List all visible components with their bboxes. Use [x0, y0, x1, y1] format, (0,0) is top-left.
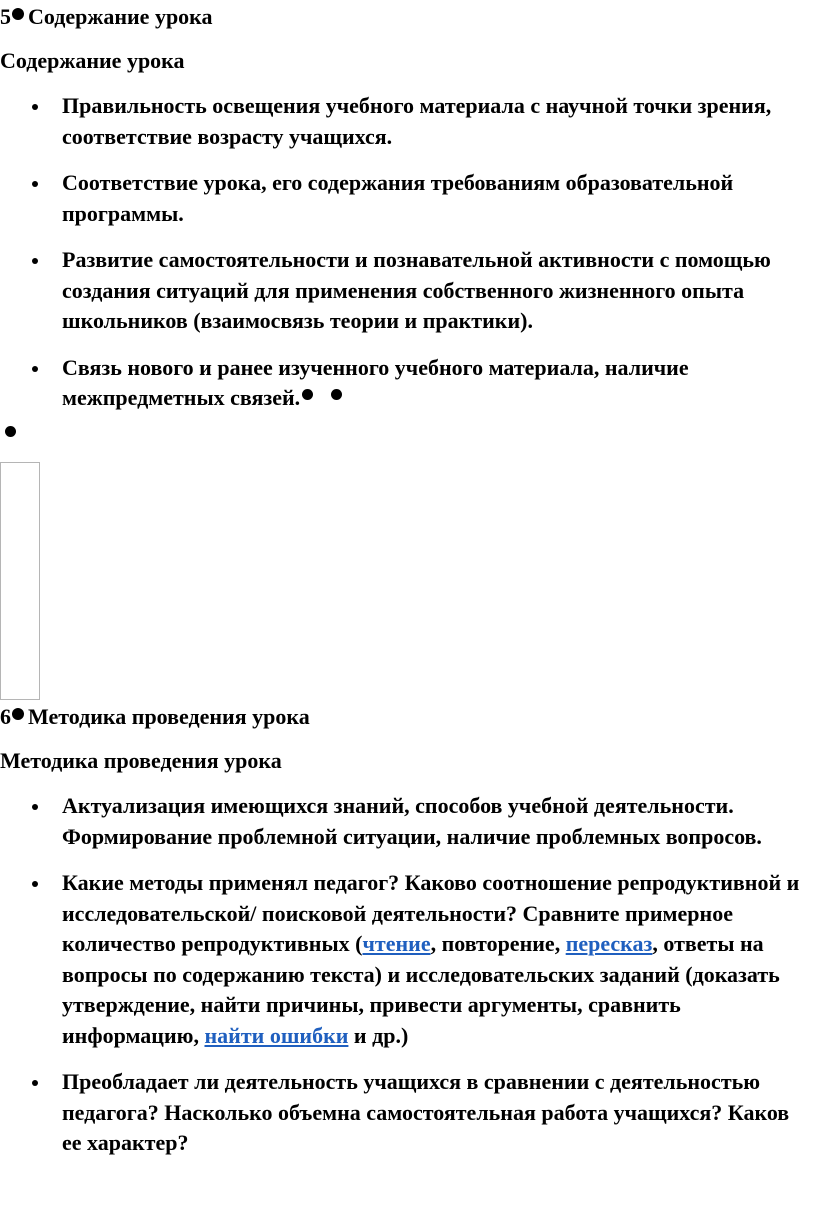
link-reading[interactable]: чтение [362, 931, 431, 956]
list-item: Развитие самостоятельности и познавательной активности с помощью создания ситуаций для применения собственного жизненного опыта школьников (взаимосвязь теории и практики). [0, 245, 816, 337]
list-item: Актуализация имеющихся знаний, способов учебной деятельности. Формирование проблемной ситуации, наличие проблемных вопросов. [0, 791, 816, 852]
section-5-number: 5 [0, 4, 11, 29]
embedded-frame [0, 462, 40, 700]
section-6-title: Методика проведения урока [28, 704, 310, 729]
section-6-heading [0, 704, 310, 730]
section-5-heading [0, 4, 213, 30]
link-find-errors[interactable]: найти ошибки [204, 1022, 349, 1048]
section-6-list [0, 791, 816, 1159]
bullet-dot-icon [12, 708, 24, 720]
list-item: Связь нового и ранее изученного учебного материала, наличие межпредметных связей. [0, 353, 816, 414]
bullet-dot-icon [5, 426, 16, 437]
bullet-dot-icon [12, 8, 24, 20]
section-5-subheading: Содержание урока [0, 48, 185, 73]
list-item: Какие методы применял педагог? Каково соотношение репродуктивной и исследовательской/ поисковой деятельности? Сравните примерное количество репродуктивных (чтение, повторение, пересказ, ответы на вопросы по содержанию текста) и исследовательских заданий (доказать утверждение, найти причины, привести аргументы, сравнить информацию, найти ошибки и др.) [0, 868, 816, 1051]
bullet-dot-icon [302, 389, 313, 400]
section-5-title: Содержание урока [28, 4, 213, 29]
list-item: Преобладает ли деятельность учащихся в сравнении с деятельностью педагога? Насколько объемна самостоятельная работа учащихся? Каков ее характер? [0, 1067, 816, 1159]
section-6-number: 6 [0, 704, 11, 729]
section-5-list [0, 91, 816, 414]
list-item: Соответствие урока, его содержания требованиям образовательной программы. [0, 168, 816, 229]
list-item: Правильность освещения учебного материала с научной точки зрения, соответствие возрасту учащихся. [0, 91, 816, 152]
link-retelling[interactable]: пересказ [565, 931, 653, 956]
section-6-subheading: Методика проведения урока [0, 748, 282, 773]
bullet-dot-icon [331, 389, 342, 400]
